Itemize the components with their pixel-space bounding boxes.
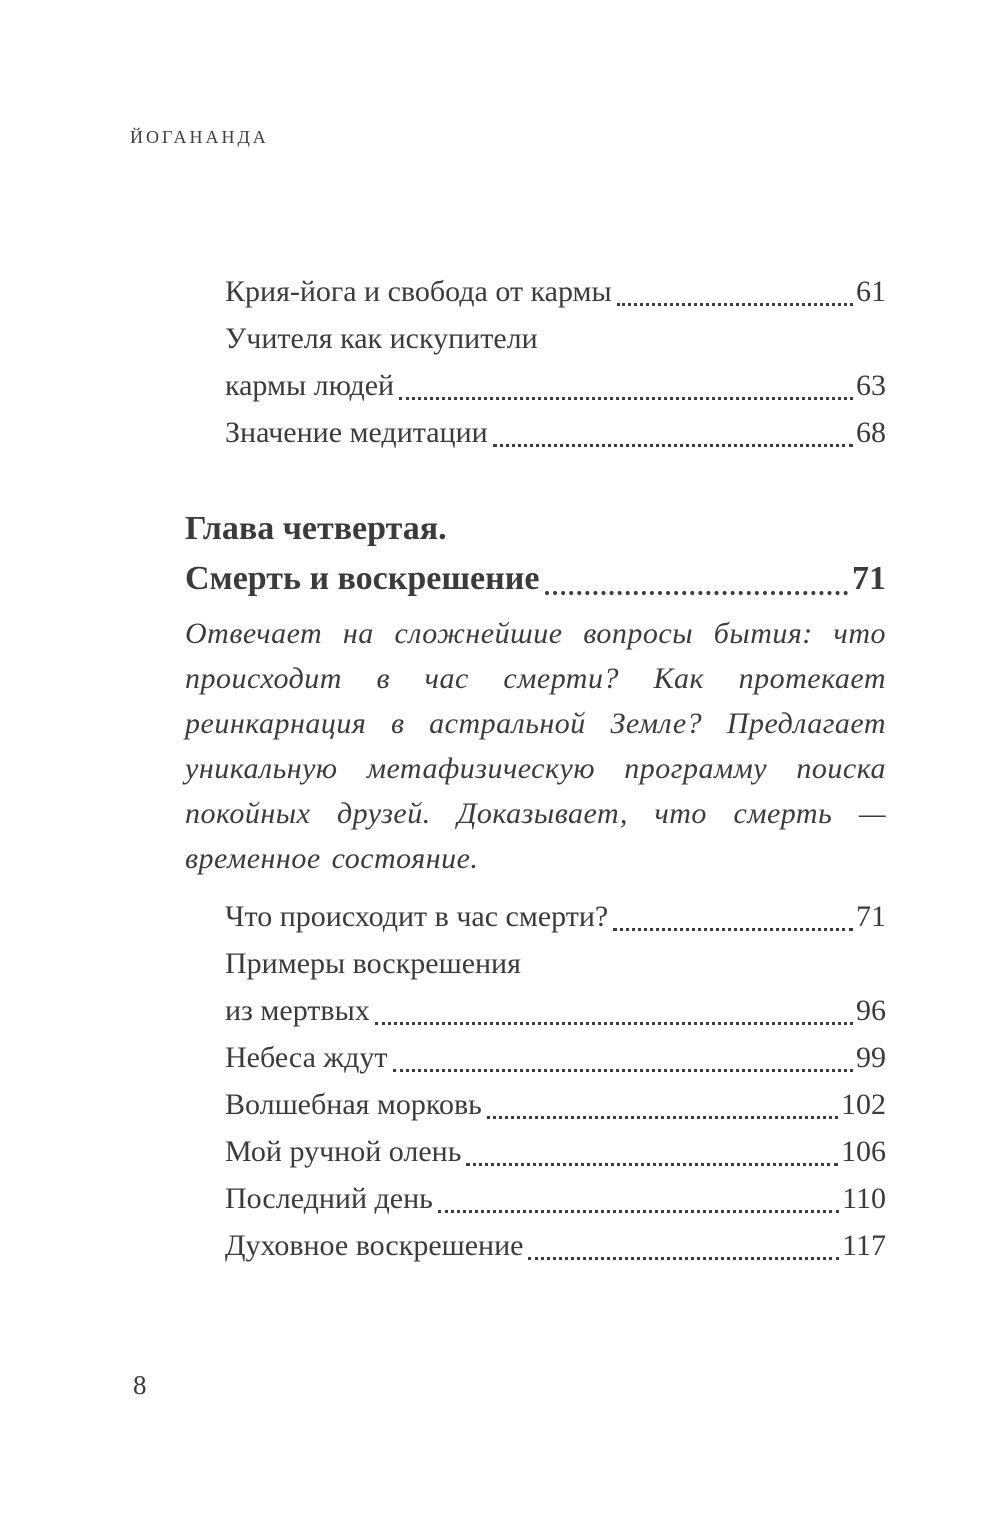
toc-entry-title: Духовное воскрешение [225,1229,524,1262]
toc-entry [225,1128,886,1175]
toc-entry-page: 117 [842,1229,886,1262]
toc-entry-title: Последний день [225,1182,433,1215]
toc-entry-page: 102 [841,1088,886,1121]
toc-entry [225,409,886,456]
toc-entry-title: Крия-йога и свобода от кармы [225,275,612,308]
toc-entry [225,315,886,362]
table-of-contents [185,268,886,1269]
toc-entry-continuation [225,987,886,1034]
dot-leader [493,444,853,447]
dot-leader [617,303,853,306]
dot-leader [393,1069,853,1072]
toc-entry-page: 63 [856,369,886,402]
chapter-title-line1: Глава четвертая. [185,510,447,547]
chapter-title-line2 [185,554,886,604]
folio-page-number: 8 [133,1370,147,1400]
toc-entry-title: Что происходит в час смерти? [225,900,609,933]
toc-entry [225,1081,886,1128]
dot-leader [613,928,853,931]
toc-section-bottom [185,893,886,1269]
chapter-heading [185,504,886,881]
toc-entry-page: 71 [856,900,886,933]
toc-entry [225,1222,886,1269]
chapter-title-text: Смерть и воскрешение [185,560,540,597]
toc-entry-page: 110 [842,1182,886,1215]
toc-entry-title: из мертвых [225,994,370,1027]
toc-entry-page: 61 [856,275,886,308]
dot-leader [528,1257,839,1260]
toc-entry-page: 96 [856,994,886,1027]
toc-entry-title: Учителя как искупители [225,322,538,355]
toc-entry-title: Мой ручной олень [225,1135,462,1168]
chapter-description: Отвечает на сложнейшие вопросы бытия: что происходит в час смерти? Как протекает реинкарнация в астральной Земле? Предлагает уникальную метафизическую программу поиска покойных друзей. Доказывает, что смерть — временное состояние. [185,617,886,875]
toc-entry-page: 106 [841,1135,886,1168]
toc-entry [225,940,886,987]
toc-section-top [185,268,886,456]
toc-entry [225,268,886,315]
toc-entry-page: 68 [856,416,886,449]
toc-entry-page: 99 [856,1041,886,1074]
toc-entry-title: Волшебная морковь [225,1088,482,1121]
dot-leader [545,591,848,595]
toc-entry-title: Примеры воскрешения [225,947,521,980]
dot-leader [466,1163,838,1166]
toc-entry [225,1034,886,1081]
toc-entry-title: кармы людей [225,369,395,402]
dot-leader [375,1022,853,1025]
toc-entry-title: Значение медитации [225,416,488,449]
dot-leader [438,1210,839,1213]
toc-entry-continuation [225,362,886,409]
toc-entry [225,1175,886,1222]
dot-leader [487,1116,838,1119]
toc-entry [225,893,886,940]
toc-entry-title: Небеса ждут [225,1041,388,1074]
dot-leader [399,397,853,400]
running-header: ЙОГАНАНДА [130,127,269,147]
chapter-page: 71 [852,560,886,597]
